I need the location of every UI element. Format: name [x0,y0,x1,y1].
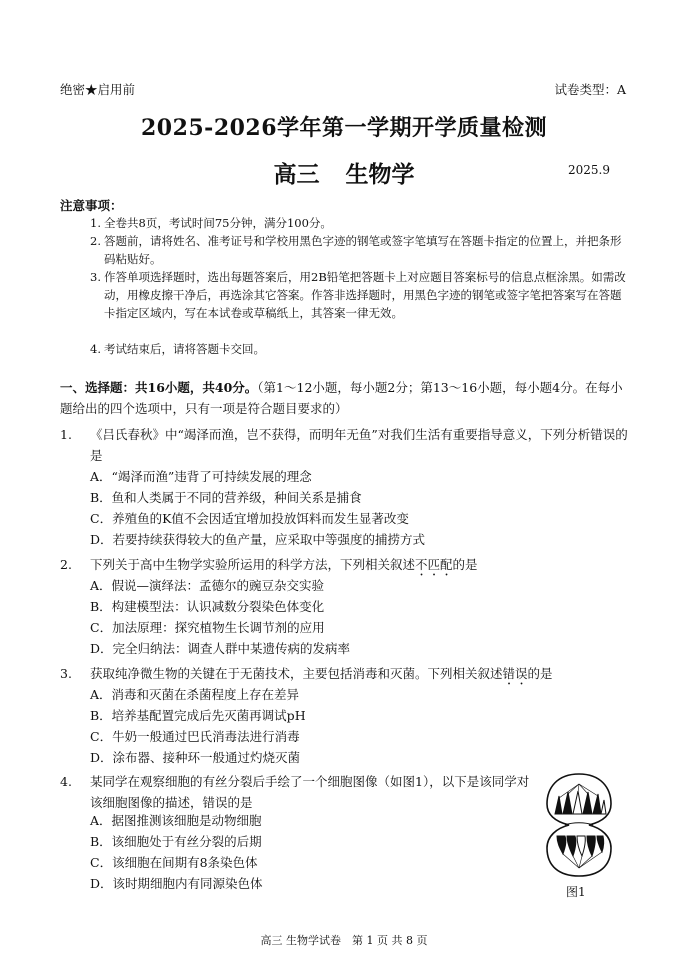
question-3: 3. 获取纯净微生物的关键在于无菌技术，主要包括消毒和灭菌。下列相关叙述错误的是 [60,666,553,681]
question-1-option-c: C．养殖鱼的K值不会因适宜增加投放饵料而发生显著改变 [90,511,409,526]
note-item: 2. 答题前，请将姓名、准考证号和学校用黑色字迹的钢笔或签字笔填写在答题卡指定的位置上，并把条形码粘贴好。 [90,234,622,266]
question-3-option-d: D．涂布器、接种环一般通过灼烧灭菌 [90,750,301,765]
question-2-option-b: B．构建模型法：认识减数分裂染色体变化 [90,599,325,614]
question-1-option-d: D．若要持续获得较大的鱼产量，应采取中等强度的捕捞方式 [90,532,426,547]
exam-title: 2025-2026学年第一学期开学质量检测 [140,115,548,141]
question-3-option-c: C．牛奶一般通过巴氏消毒法进行消毒 [90,729,300,744]
grade: 高三 [273,161,320,188]
subject: 生物学 [345,161,415,188]
figure-caption: 图1 [566,885,586,899]
question-1: 1. 《吕氏春秋》中“竭泽而渔，岂不获得，而明年无鱼”对我们生活有重要指导意义，下列分析错误的是 [60,427,628,463]
question-4-option-b: B．该细胞处于有丝分裂的后期 [90,834,262,849]
note-item: 4. 考试结束后，请将答题卡交回。 [90,342,265,356]
question-2-option-d: D．完全归纳法：调查人群中某遗传病的发病率 [90,641,351,656]
page-footer: 高三 生物学试卷 第 1 页 共 8 页 [260,934,428,947]
section-heading: 一、选择题：共16小题，共40分。（第1～12小题，每小题2分；第13～16小题，每小题4分。在每小题给出的四个选项中，只有一项是符合题目要求的） [60,380,623,416]
question-4-option-a: A．据图推测该细胞是动物细胞 [90,813,262,828]
question-2-option-a: A．假说—演绎法：孟德尔的豌豆杂交实验 [90,578,325,593]
note-item: 1. 全卷共8页，考试时间75分钟，满分100分。 [90,216,332,230]
notes-heading: 注意事项： [60,198,123,213]
question-3-option-a: A．消毒和灭菌在杀菌程度上存在差异 [90,687,300,702]
cell-division-figure [545,772,613,878]
question-3-option-b: B．培养基配置完成后先灭菌再调试pH [90,708,306,723]
question-1-option-b: B．鱼和人类属于不同的营养级，种间关系是捕食 [90,490,362,505]
paper-type: 试卷类型：A [554,82,626,97]
question-1-option-a: A．“竭泽而渔”违背了可持续发展的理念 [90,469,312,484]
note-item: 3. 作答单项选择题时，选出每题答案后，用2B铅笔把答题卡上对应题目答案标号的信息点框涂黑。如需改动，用橡皮擦干净后，再选涂其它答案。作答非选择题时，用黑色字迹的钢笔或签字笔把答案写在答题卡指定区域内，写在本试卷或草稿纸上，其答案一律无效。 [90,270,626,320]
question-2-option-c: C．加法原理：探究植物生长调节剂的应用 [90,620,325,635]
exam-date: 2025.9 [568,163,610,177]
question-4-option-c: C．该细胞在间期有8条染色体 [90,855,258,870]
question-4: 4. 某同学在观察细胞的有丝分裂后手绘了一个细胞图像（如图1），以下是该同学对该细胞图像的描述，错误的是 [60,774,530,810]
secret-label: 绝密★启用前 [60,82,136,97]
question-4-option-d: D．该时期细胞内有同源染色体 [90,876,263,891]
question-2: 2. 下列关于高中生物学实验所运用的科学方法，下列相关叙述不匹配的是 [60,557,478,572]
